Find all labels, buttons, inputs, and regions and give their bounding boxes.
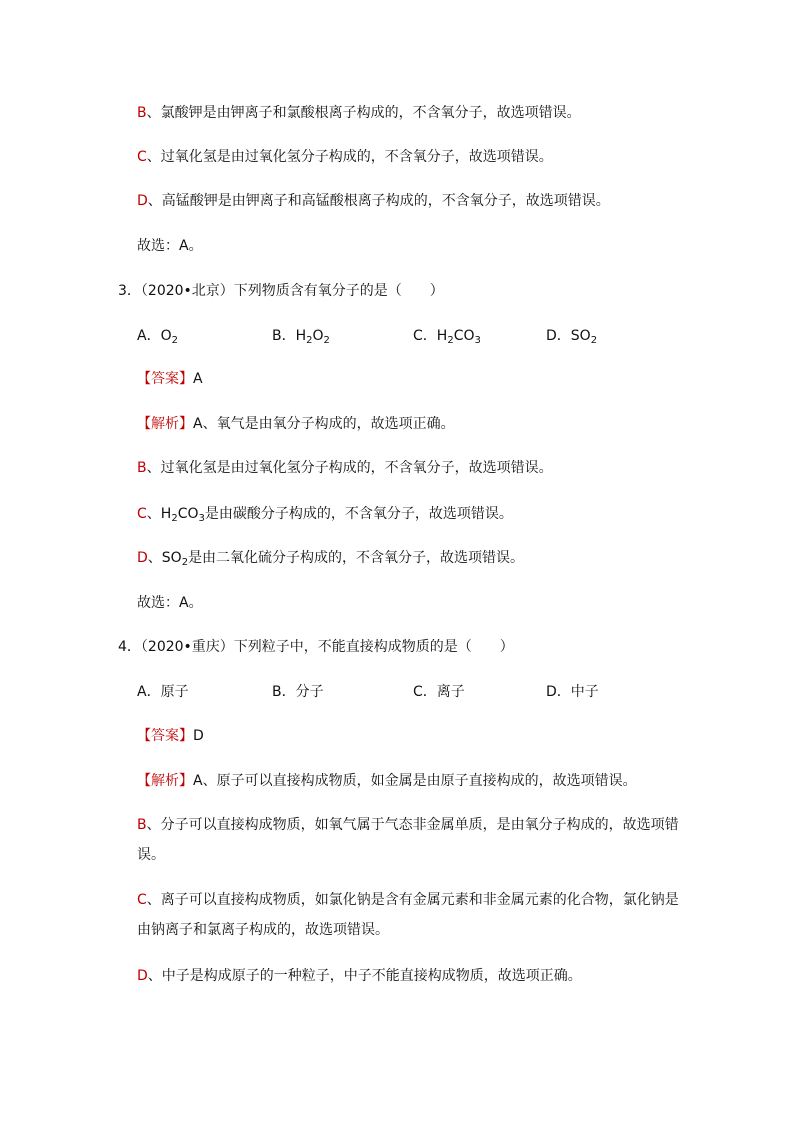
q4-option-b: B．分子	[272, 684, 324, 700]
q3-analysis	[137, 414, 455, 434]
q3-option-a: A．$O_2$	[137, 328, 178, 346]
option-letter: C	[137, 149, 147, 165]
explanation-text: 、氯酸钾是由钾离子和氯酸根离子构成的，不含氧分子，故选项错误。	[146, 105, 581, 121]
q3-option-c-explanation: C、$H_2CO_3$是由碳酸分子构成的，不含氧分子，故选项错误。	[137, 506, 513, 524]
option-letter: B	[137, 105, 147, 121]
option-d-explanation	[137, 191, 610, 211]
q3-option-b-explanation: B、过氧化氢是由过氧化氢分子构成的，不含氧分子，故选项错误。	[137, 460, 553, 476]
q4-option-d-explanation: D、中子是构成原子的一种粒子，中子不能直接构成物质，故选项正确。	[137, 968, 582, 984]
q4-analysis	[137, 771, 637, 791]
explanation-text: 、过氧化氢是由过氧化氢分子构成的，不含氧分子，故选项错误。	[146, 149, 553, 165]
analysis-tag: 【解析】	[137, 773, 193, 789]
option-b-explanation	[137, 103, 581, 123]
analysis-text: A、原子可以直接构成物质，如金属是由原子直接构成的，故选项错误。	[193, 773, 637, 789]
q3-option-c: C．$H_2CO_3$	[413, 328, 481, 346]
q4-option-b-explanation: B、分子可以直接构成物质，如氧气属于气态非金属单质，是由氧分子构成的，故选项错	[137, 817, 679, 833]
conclusion: 故选：A。	[137, 238, 203, 254]
q4-option-c-explanation: C、离子可以直接构成物质，如氯化钠是含有金属元素和非金属元素的化合物，氯化钠是	[137, 892, 679, 908]
q4-option-d: D．中子	[546, 684, 599, 700]
answer-value: A	[193, 371, 203, 387]
q4-option-b-explanation-cont: 误。	[137, 847, 165, 863]
analysis-text: A、氧气是由氧分子构成的，故选项正确。	[193, 416, 455, 432]
q3-conclusion: 故选：A。	[137, 595, 203, 611]
q3-option-d-explanation: D、$SO_2$是由二氧化硫分子构成的，不含氧分子，故选项错误。	[137, 550, 525, 568]
answer-value: D	[193, 728, 204, 744]
analysis-tag: 【解析】	[137, 416, 193, 432]
q4-option-c-explanation-cont: 由钠离子和氯离子构成的，故选项错误。	[137, 922, 389, 938]
answer-tag: 【答案】	[137, 371, 193, 387]
q3-answer	[137, 369, 203, 389]
option-letter: D	[137, 193, 148, 209]
q4-option-a: A．原子	[137, 684, 189, 700]
q4-answer	[137, 726, 204, 746]
q3-option-b: B．$H_2O_2$	[272, 328, 330, 346]
answer-tag: 【答案】	[137, 728, 193, 744]
q4-option-c: C．离子	[413, 684, 465, 700]
question-4-stem: 4．（2020•重庆）下列粒子中，不能直接构成物质的是（ ）	[118, 639, 514, 655]
explanation-text: 、高锰酸钾是由钾离子和高锰酸根离子构成的，不含氧分子，故选项错误。	[147, 193, 610, 209]
question-3-stem: 3．（2020•北京）下列物质含有氧分子的是（ ）	[118, 283, 444, 299]
option-c-explanation	[137, 147, 553, 167]
q3-option-d: D．$SO_2$	[546, 328, 598, 346]
